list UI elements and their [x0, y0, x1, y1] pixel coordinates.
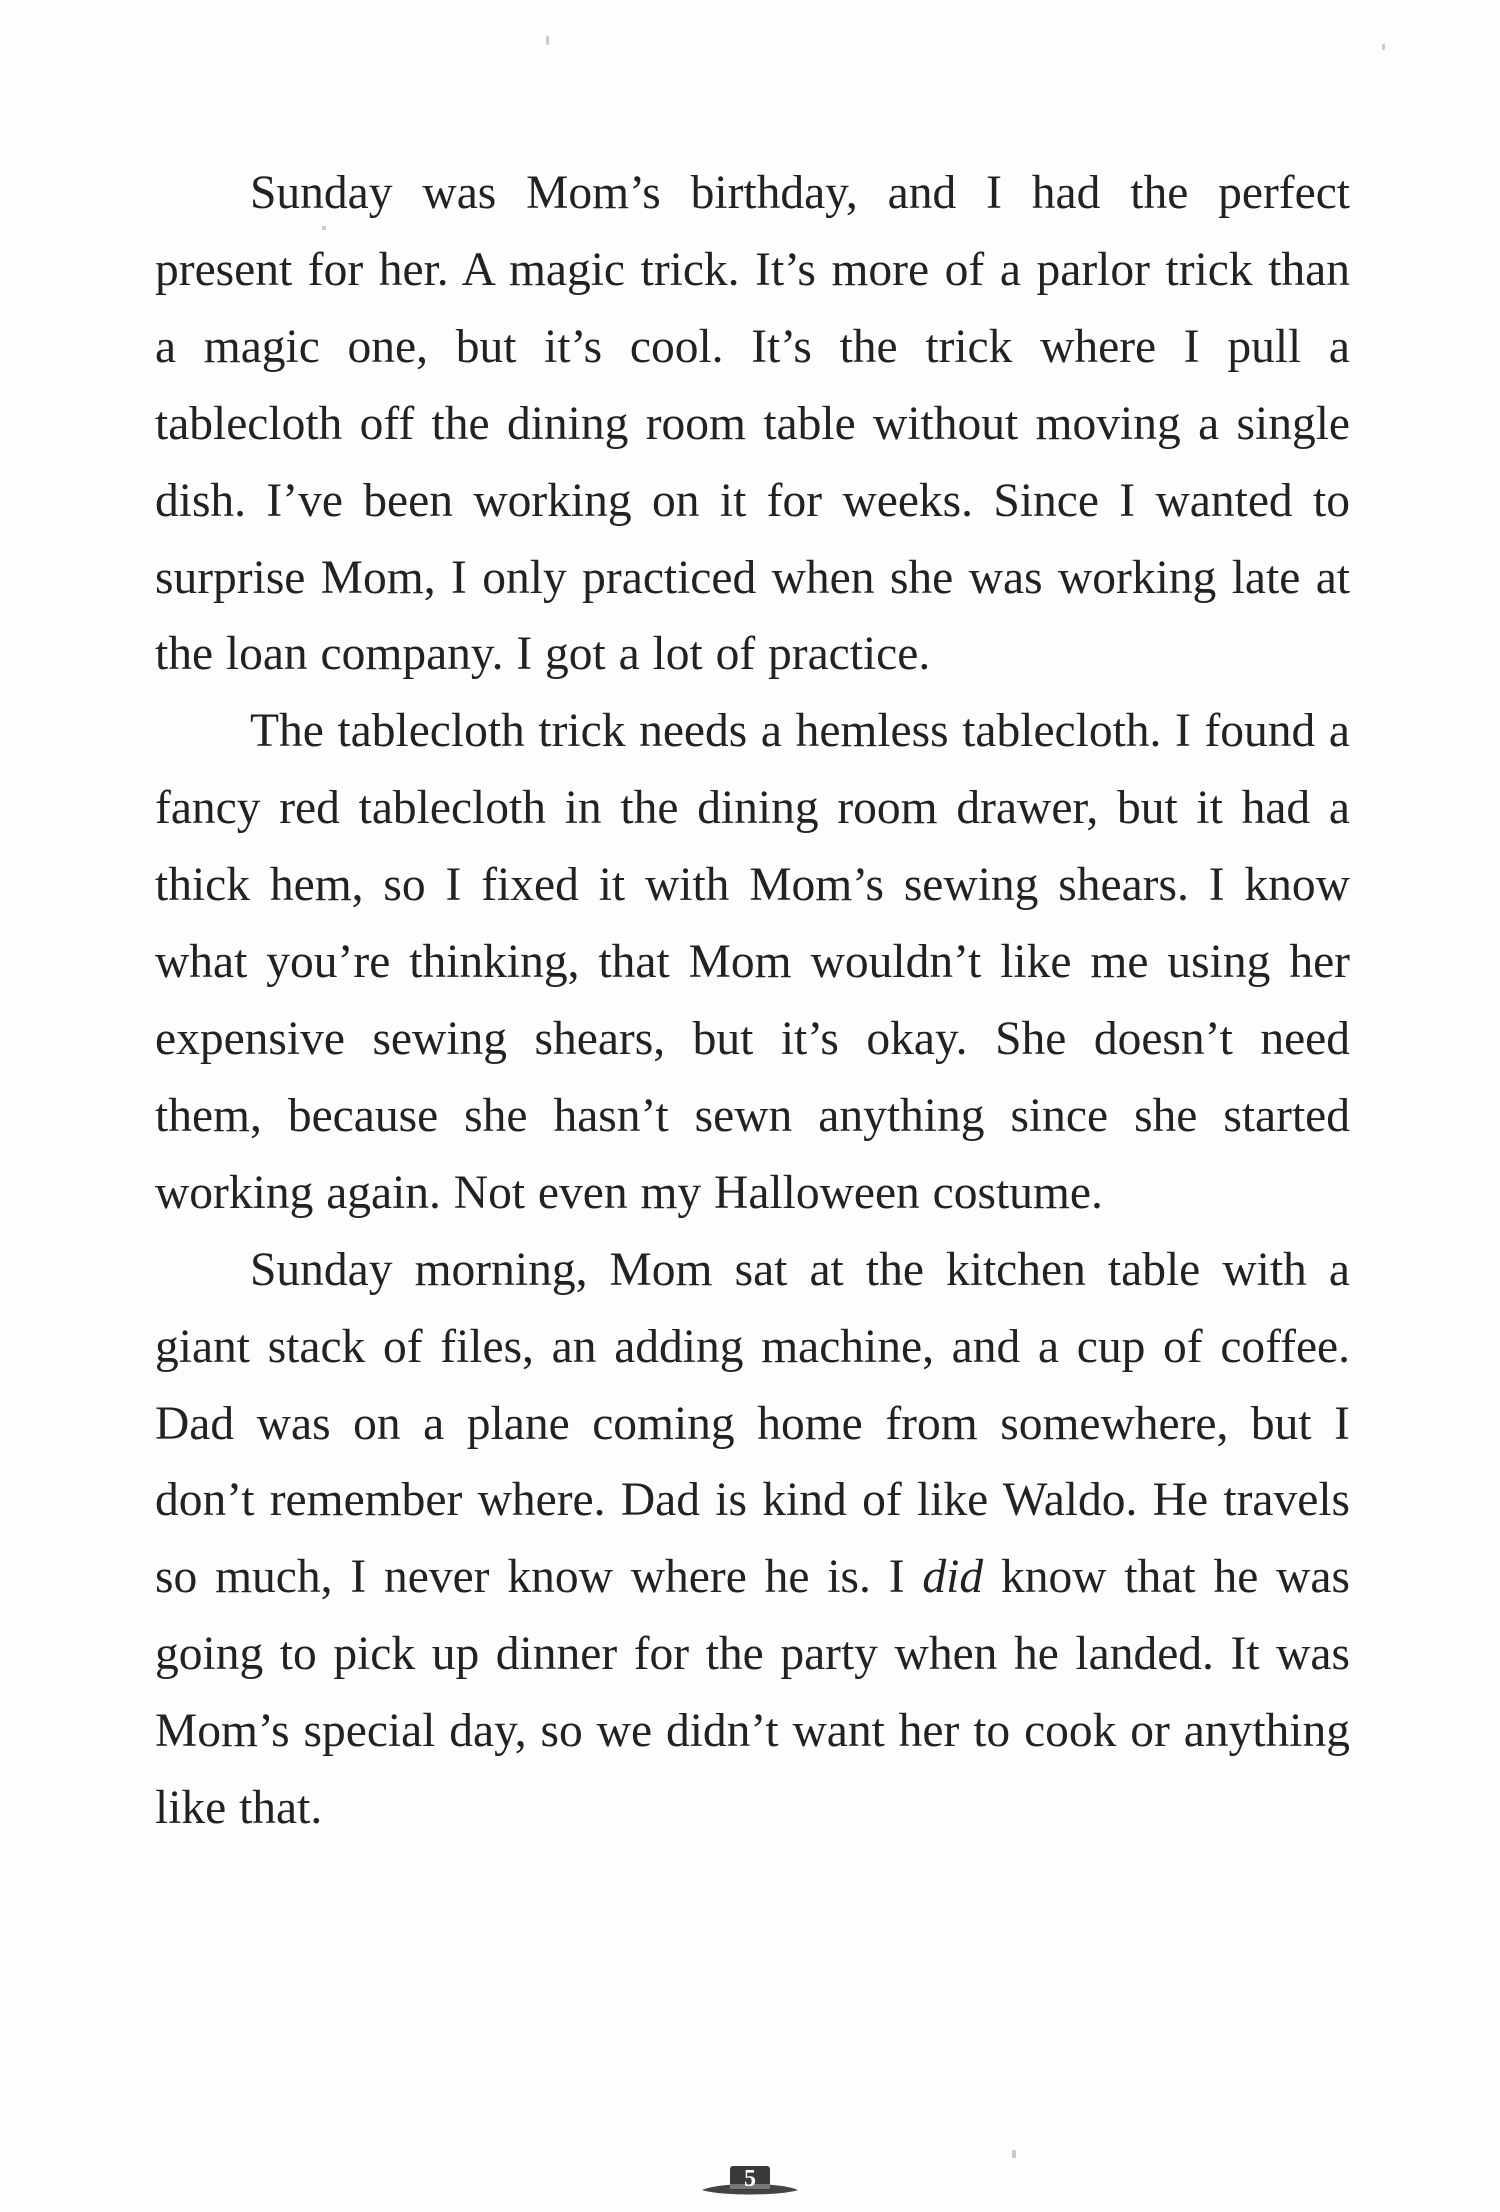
top-hat-icon — [690, 2160, 810, 2212]
paragraph-1-text: Sunday was Mom’s birthday, and I had the perfect present for her. A magic trick. It’s more of a parlor trick than a magic one, but it’s cool. It’s the trick where I pull a tablecloth off the dining room table without moving a single dish. I’ve been working on it for weeks. Since I wanted to surprise Mom, I only practiced when she was working late at the loan company. I got a lot of practice. — [155, 167, 1350, 681]
scan-speck — [546, 36, 549, 45]
paragraph-3-text-end: know that he was going to pick up dinner for the party when he landed. It was Mom’s special day, so we didn’t want her to cook or anything like that. — [155, 1551, 1350, 1835]
page-number-ornament — [690, 2160, 810, 2212]
paragraph-2 — [155, 693, 1350, 1231]
scan-speck — [1012, 2150, 1016, 2158]
paragraph-2-text: The tablecloth trick needs a hemless tablecloth. I found a fancy red tablecloth in the dining room drawer, but it had a thick hem, so I fixed it with Mom’s sewing shears. I know what you’re thinking, that Mom wouldn’t like me using her expensive sewing shears, but it’s okay. She doesn’t need them, because she hasn’t sewn anything since she started working again. Not even my Halloween costume. — [155, 705, 1350, 1219]
scan-speck — [1382, 44, 1385, 50]
paragraph-3 — [155, 1232, 1350, 1847]
paragraph-3-italic-word: did — [922, 1551, 984, 1604]
paragraph-1 — [155, 155, 1350, 693]
body-text — [155, 155, 1350, 1847]
scan-speck — [322, 226, 326, 230]
page-number: 5 — [744, 2166, 756, 2192]
paragraph-3-text-start: Sunday morning, Mom sat at the kitchen table with a giant stack of files, an adding machine, and a cup of coffee. Dad was on a plane coming home from somewhere, but I don’t remember where. Dad is kind of like Waldo. He travels so much, I never know where he is. I — [155, 1243, 1350, 1604]
